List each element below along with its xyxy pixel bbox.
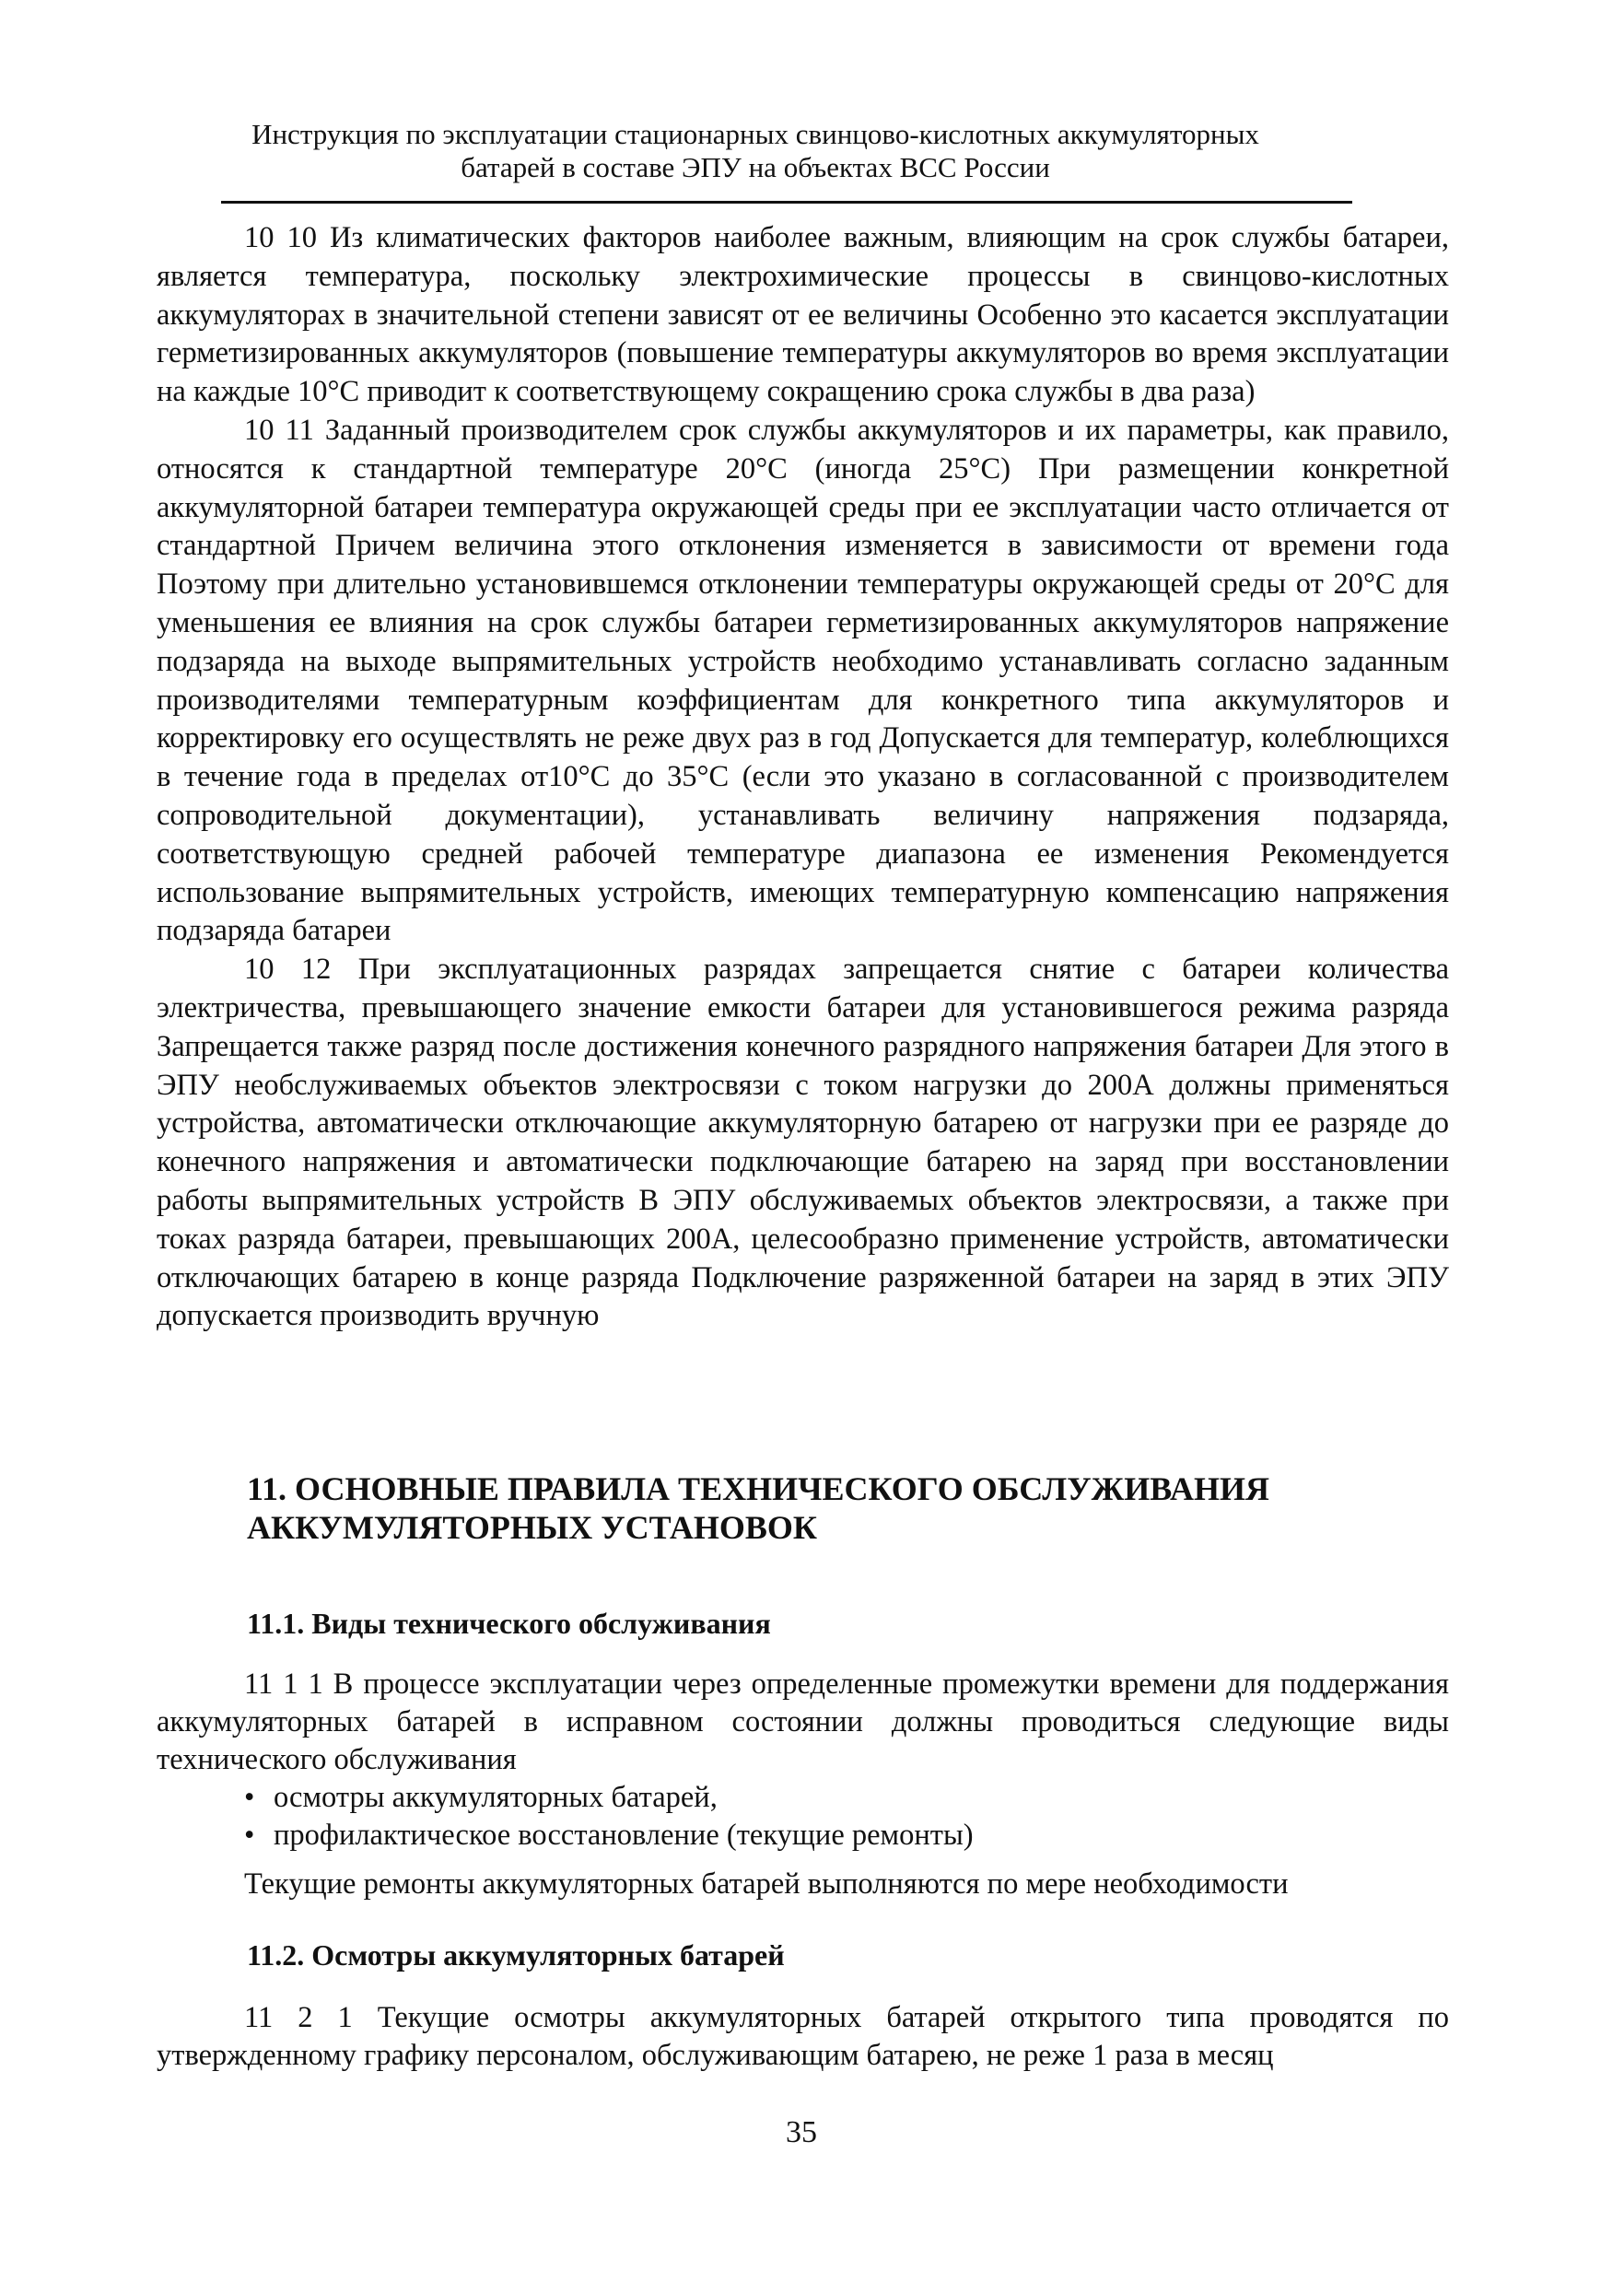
subsection-heading-11-1: 11.1. Виды технического обслуживания — [247, 1607, 771, 1640]
list-item — [244, 1817, 1449, 1855]
body-text — [157, 219, 1449, 1336]
subsection-heading-11-2: 11.2. Осмотры аккумуляторных батарей — [247, 1938, 785, 1972]
paragraph-10-11: 10 11 Заданный производителем срок службы аккумуляторов и их параметры, как правило, относятся к стандартной температуре 20°С (иногда 25°С) При размещении конкретной аккумуляторной батареи температура окружающей среды при ее эксплуатации часто отличается от стандартной Причем величина этого отклонения изменяется в зависимости от времени года Поэтому при длительно установившемся отклонении температуры окружающей среды от 20°С для уменьшения ее влияния на срок службы батареи герметизированных аккумуляторов напряжение подзаряда на выходе выпрямительных устройств необходимо устанавливать согласно заданным производителями температурным коэффициентам для конкретного типа аккумуляторов и корректировку его осуществлять не реже двух раз в год Допускается для температур, колеблющихся в течение года в пределах от10°С до 35°С (если это указано в согласованной с производителем сопроводительной документации), устанавливать величину напряжения подзаряда, соответствующую средней рабочей температуре диапазона ее изменения Рекомендуется использование выпрямительных устройств, имеющих температурную компенсацию напряжения подзаряда батареи — [157, 413, 1449, 948]
list-item-text: осмотры аккумуляторных батарей, — [274, 1781, 718, 1814]
paragraph-11-2-1: 11 2 1 Текущие осмотры аккумуляторных батарей открытого типа проводятся по утвержденному графику персоналом, обслуживающим батарею, не реже 1 раза в месяц — [157, 2001, 1449, 2072]
running-header — [157, 118, 1354, 184]
section-heading-line-2: АККУМУЛЯТОРНЫХ УСТАНОВОК — [247, 1509, 818, 1546]
subsection-11-1-body — [157, 1666, 1449, 1903]
maintenance-types-list — [157, 1779, 1449, 1855]
repairs-note: Текущие ремонты аккумуляторных батарей выполняются по мере необходимости — [244, 1867, 1289, 1901]
paragraph-10-10: 10 10 Из климатических факторов наиболее важным, влияющим на срок службы батареи, является температура, поскольку электрохимические процессы в свинцово-кислотных аккумуляторах в значительной степени зависят от ее величины Особенно это касается эксплуатации герметизированных аккумуляторов (повышение температуры аккумуляторов во время эксплуатации на каждые 10°С приводит к соответствующему сокращению срока службы в два раза) — [157, 221, 1449, 409]
bullet-icon: • — [244, 1781, 255, 1814]
list-item — [244, 1779, 1449, 1817]
paragraph-10-12: 10 12 При эксплуатационных разрядах запрещается снятие с батареи количества электричества, превышающего значение емкости батареи для установившегося режима разряда Запрещается также разряд после достижения конечного разрядного напряжения батареи Для этого в ЭПУ необслуживаемых объектов электросвязи с током нагрузки до 200А должны применяться устройства, автоматически отключающие аккумуляторную батарею от нагрузки при ее разряде до конечного напряжения и автоматически подключающие батарею на заряд при восстановлении работы выпрямительных устройств В ЭПУ обслуживаемых объектов электросвязи, а также при токах разряда батареи, превышающих 200А, целесообразно применение устройств, автоматически отключающих батарею в конце разряда Подключение разряженной батареи на заряд в этих ЭПУ допускается производить вручную — [157, 953, 1449, 1333]
paragraph-11-1-1: 11 1 1 В процессе эксплуатации через определенные промежутки времени для поддержания аккумуляторных батарей в исправном состоянии должны проводиться следующие виды технического обслуживания — [157, 1668, 1449, 1776]
list-item-text: профилактическое восстановление (текущие ремонты) — [274, 1819, 974, 1852]
subsection-11-2-body — [157, 1999, 1449, 2075]
bullet-icon: • — [244, 1819, 255, 1852]
header-rule — [221, 201, 1352, 204]
section-heading-line-1: 11. ОСНОВНЫЕ ПРАВИЛА ТЕХНИЧЕСКОГО ОБСЛУЖИВАНИЯ — [247, 1470, 1269, 1507]
header-line-2: батарей в составе ЭПУ на объектах ВСС России — [461, 151, 1050, 183]
section-heading — [247, 1469, 1444, 1547]
header-line-1: Инструкция по эксплуатации стационарных свинцово-кислотных аккумуляторных — [251, 118, 1259, 150]
page-number: 35 — [786, 2115, 817, 2149]
